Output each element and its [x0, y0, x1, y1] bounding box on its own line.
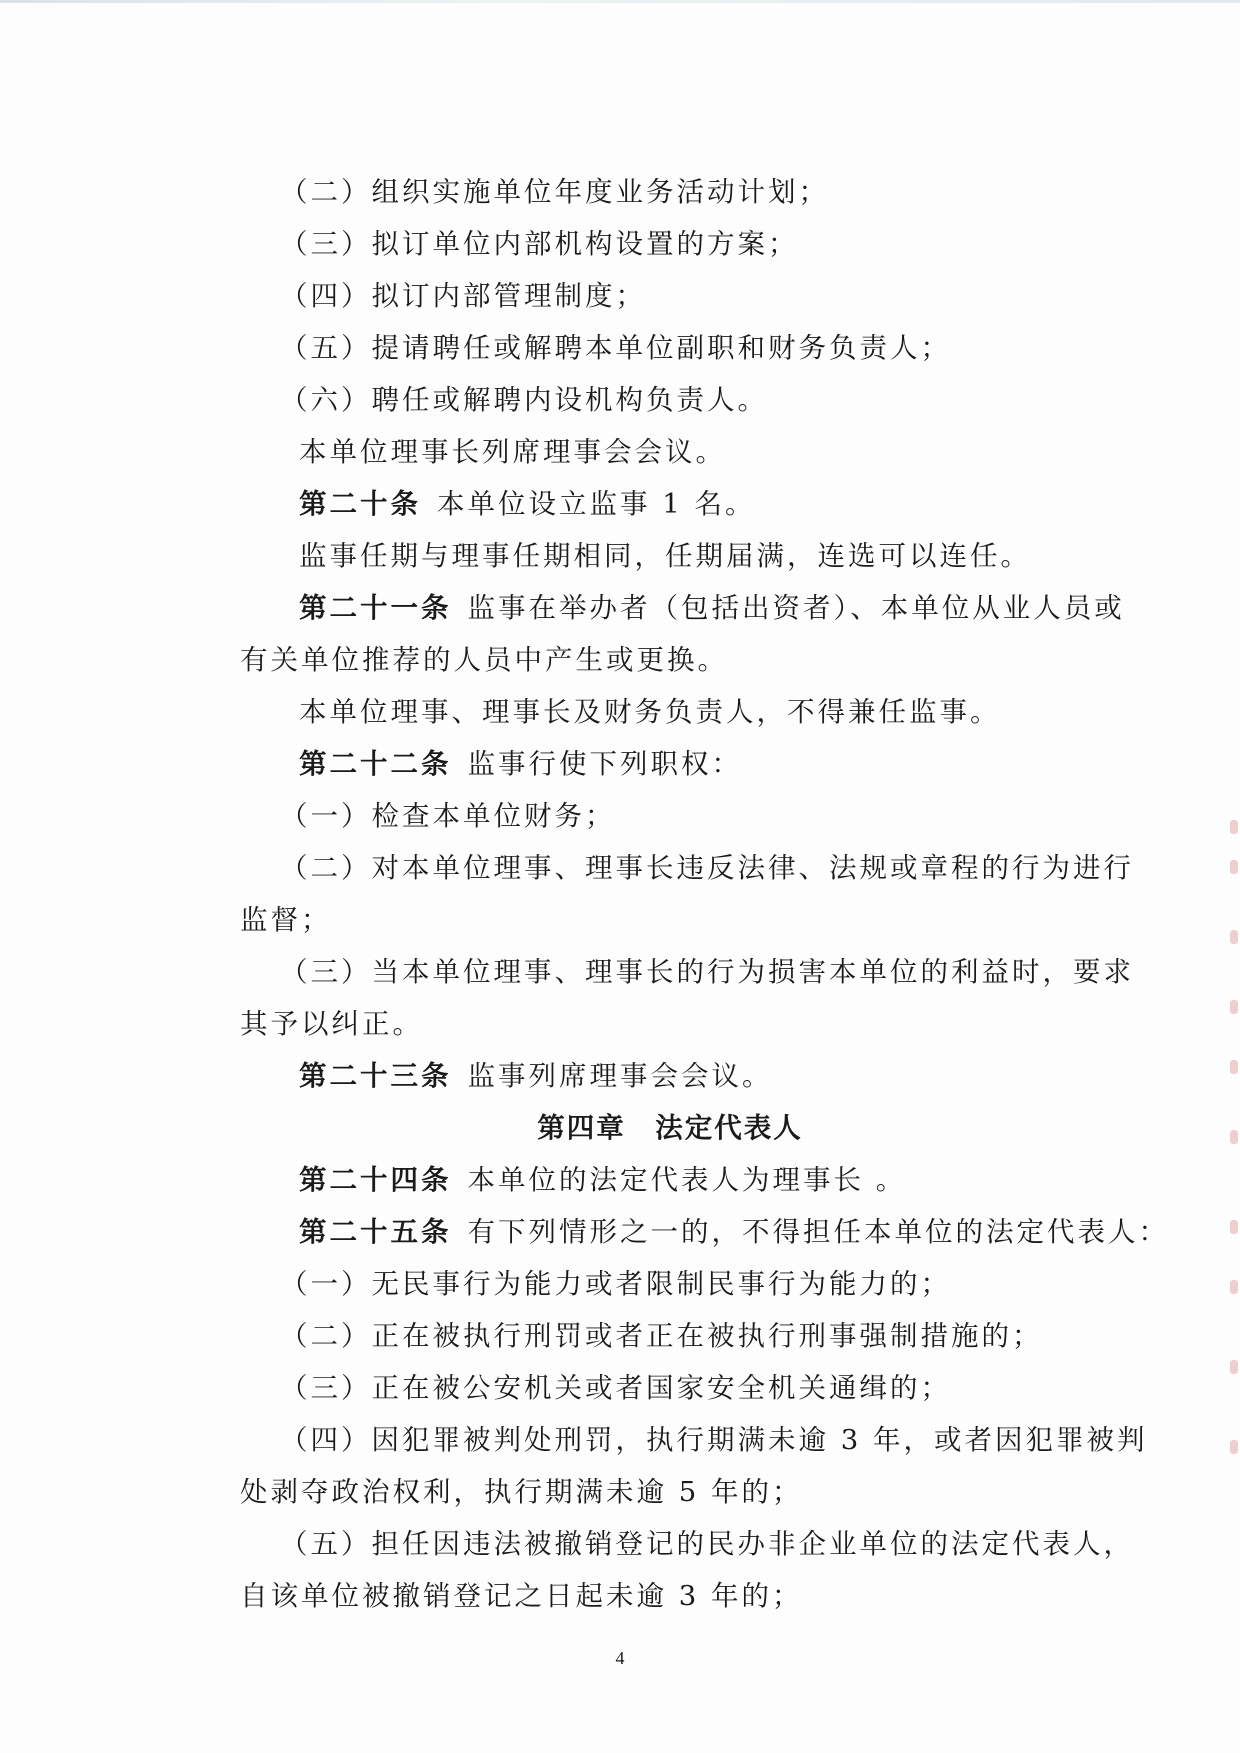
seal-mark	[1230, 1060, 1238, 1074]
seal-mark	[1230, 820, 1238, 834]
list-item: （五）担任因违法被撤销登记的民办非企业单位的法定代表人，	[280, 1528, 1134, 1560]
article-label: 第二十三条	[299, 1060, 452, 1092]
continuation-line: 有关单位推荐的人员中产生或更换。	[240, 644, 728, 676]
seal-mark	[1230, 860, 1238, 874]
article-line	[240, 1050, 1100, 1102]
continuation-line: 自该单位被撤销登记之日起未逾 3 年的；	[240, 1580, 803, 1612]
article-text: 监事在举办者（包括出资者）、本单位从业人员或	[467, 592, 1125, 624]
list-item: （三）正在被公安机关或者国家安全机关通缉的；	[280, 1372, 951, 1404]
seal-mark	[1230, 930, 1238, 944]
article-label: 第二十四条	[299, 1164, 452, 1196]
article-text: 监事列席理事会会议。	[467, 1060, 773, 1092]
list-item: （五）提请聘任或解聘本单位副职和财务负责人；	[280, 332, 951, 364]
seal-mark	[1230, 1280, 1238, 1294]
scan-edge	[0, 0, 1240, 3]
document-body	[240, 166, 1169, 1622]
list-item: （三）当本单位理事、理事长的行为损害本单位的利益时，要求	[280, 956, 1134, 988]
list-item: （三）拟订单位内部机构设置的方案；	[280, 228, 799, 260]
list-item: （四）因犯罪被判处刑罚，执行期满未逾 3 年，或者因犯罪被判	[280, 1424, 1148, 1456]
article-text: 监事行使下列职权：	[467, 748, 742, 780]
article-label: 第二十五条	[299, 1216, 452, 1248]
article-label: 第二十条	[299, 488, 421, 520]
seal-mark	[1230, 1130, 1238, 1144]
paragraph-line: 本单位理事长列席理事会会议。	[299, 436, 726, 468]
article-line	[240, 582, 1125, 634]
list-item: （六）聘任或解聘内设机构负责人。	[280, 384, 768, 416]
chapter-heading: 第四章 法定代表人	[537, 1112, 803, 1144]
article-label: 第二十二条	[299, 748, 452, 780]
list-item: （四）拟订内部管理制度；	[280, 280, 646, 312]
page-number: 4	[615, 1648, 625, 1668]
continuation-line: 监督；	[240, 904, 332, 936]
article-line	[240, 1206, 1169, 1258]
article-text: 本单位的法定代表人为理事长 。	[467, 1164, 907, 1196]
paragraph-line: 本单位理事、理事长及财务负责人，不得兼任监事。	[299, 696, 1001, 728]
seal-mark	[1230, 1220, 1238, 1234]
seal-mark	[1230, 1360, 1238, 1374]
article-line	[240, 478, 1100, 530]
list-item: （二）正在被执行刑罚或者正在被执行刑事强制措施的；	[280, 1320, 1043, 1352]
article-line	[240, 738, 1100, 790]
article-line	[240, 1154, 1100, 1206]
paragraph-line: 监事任期与理事任期相同，任期届满，连选可以连任。	[299, 540, 1031, 572]
list-item: （一）无民事行为能力或者限制民事行为能力的；	[280, 1268, 951, 1300]
continuation-line: 其予以纠正。	[240, 1008, 423, 1040]
article-text: 本单位设立监事 1 名。	[437, 488, 756, 520]
list-item: （二）组织实施单位年度业务活动计划；	[280, 176, 829, 208]
seal-mark	[1230, 1440, 1238, 1454]
list-item: （二）对本单位理事、理事长违反法律、法规或章程的行为进行	[280, 852, 1134, 884]
article-label: 第二十一条	[299, 592, 452, 624]
seal-edge-marks	[1222, 800, 1240, 1500]
article-text: 有下列情形之一的，不得担任本单位的法定代表人：	[467, 1216, 1169, 1248]
continuation-line: 处剥夺政治权利，执行期满未逾 5 年的；	[240, 1476, 803, 1508]
list-item: （一）检查本单位财务；	[280, 800, 616, 832]
seal-mark	[1230, 1000, 1238, 1014]
